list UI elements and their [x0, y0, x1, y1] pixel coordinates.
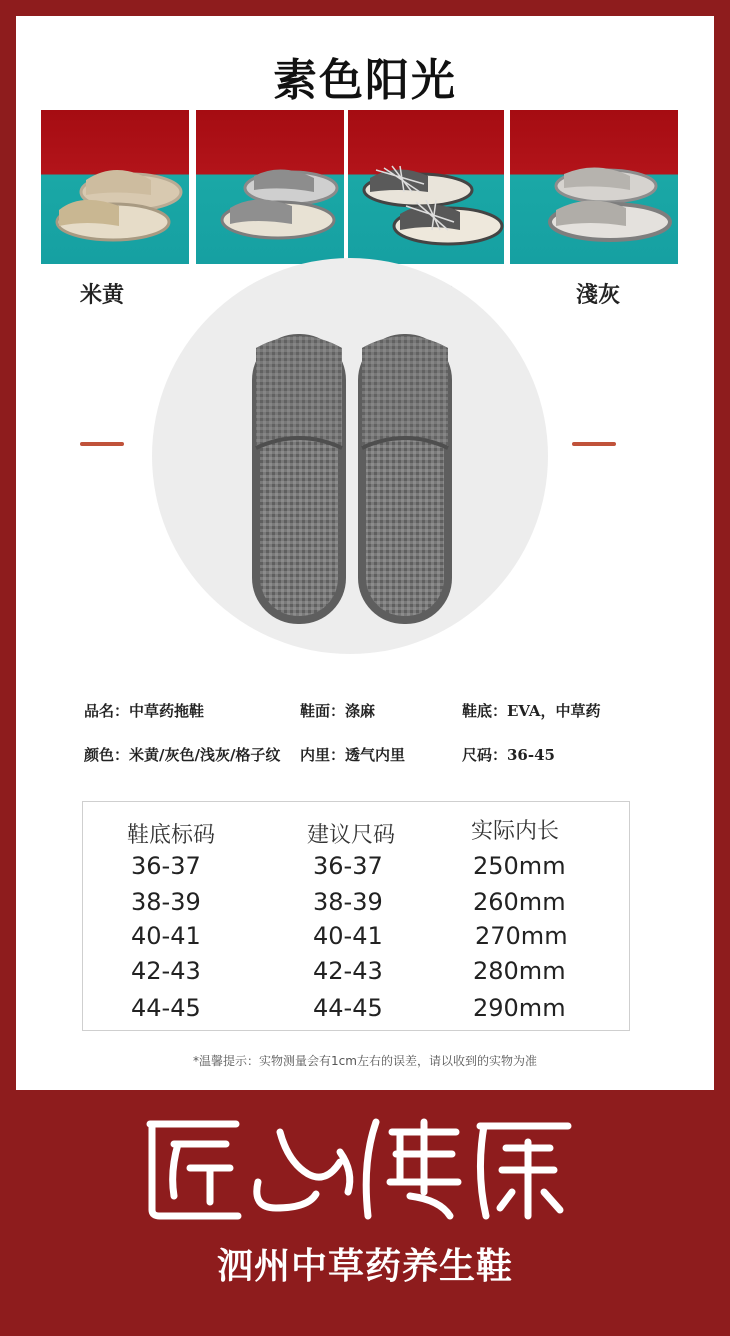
page-title: 素色阳光	[273, 55, 457, 106]
size-table	[82, 801, 630, 1031]
size-table-header: 鞋底标码	[127, 823, 216, 848]
size-table-header: 实际内长	[471, 819, 560, 844]
footer-title: 泗州中草药养生鞋	[216, 1246, 513, 1287]
spec-color: 颜色：米黄/灰色/浅灰/格子纹	[84, 746, 281, 764]
decorative-dash-left	[80, 442, 124, 446]
variant-photo-grey[interactable]	[196, 110, 344, 264]
variant-photo-plaid[interactable]	[348, 110, 504, 264]
variant-label-beige: 米黄	[80, 283, 125, 308]
spec-upper: 鞋面：涤麻	[300, 702, 376, 720]
size-table-cell: 42-43	[313, 957, 383, 985]
size-table-cell: 38-39	[131, 888, 201, 916]
size-table-cell: 42-43	[131, 957, 201, 985]
brand-logo	[140, 1112, 580, 1224]
spec-sole: 鞋底：EVA，中草药	[462, 702, 601, 720]
size-table-cell: 250mm	[473, 852, 566, 880]
decorative-dash-right	[572, 442, 616, 446]
spec-name: 品名：中草药拖鞋	[84, 702, 205, 720]
spec-size: 尺码：36-45	[462, 746, 555, 764]
size-table-cell: 44-45	[131, 994, 201, 1022]
size-table-cell: 44-45	[313, 994, 383, 1022]
size-table-cell: 290mm	[473, 994, 566, 1022]
size-table-cell: 260mm	[473, 888, 566, 916]
size-table-cell: 40-41	[131, 922, 201, 950]
size-table-cell: 38-39	[313, 888, 383, 916]
size-table-cell: 280mm	[473, 957, 566, 985]
size-table-cell: 40-41	[313, 922, 383, 950]
variant-label-lightgrey: 淺灰	[576, 283, 621, 308]
variant-photo-beige[interactable]	[41, 110, 189, 264]
size-table-cell: 36-37	[131, 852, 201, 880]
size-table-cell: 36-37	[313, 852, 383, 880]
product-card	[16, 16, 714, 1090]
size-table-header: 建议尺码	[307, 823, 396, 848]
measurement-note: *温馨提示：实物测量会有1cm左右的误差，请以收到的实物为准	[193, 1054, 537, 1068]
spec-lining: 内里：透气内里	[300, 746, 406, 764]
hero-slipper-image	[242, 328, 462, 638]
size-table-cell: 270mm	[475, 922, 568, 950]
variant-photo-lightgrey[interactable]	[510, 110, 678, 264]
